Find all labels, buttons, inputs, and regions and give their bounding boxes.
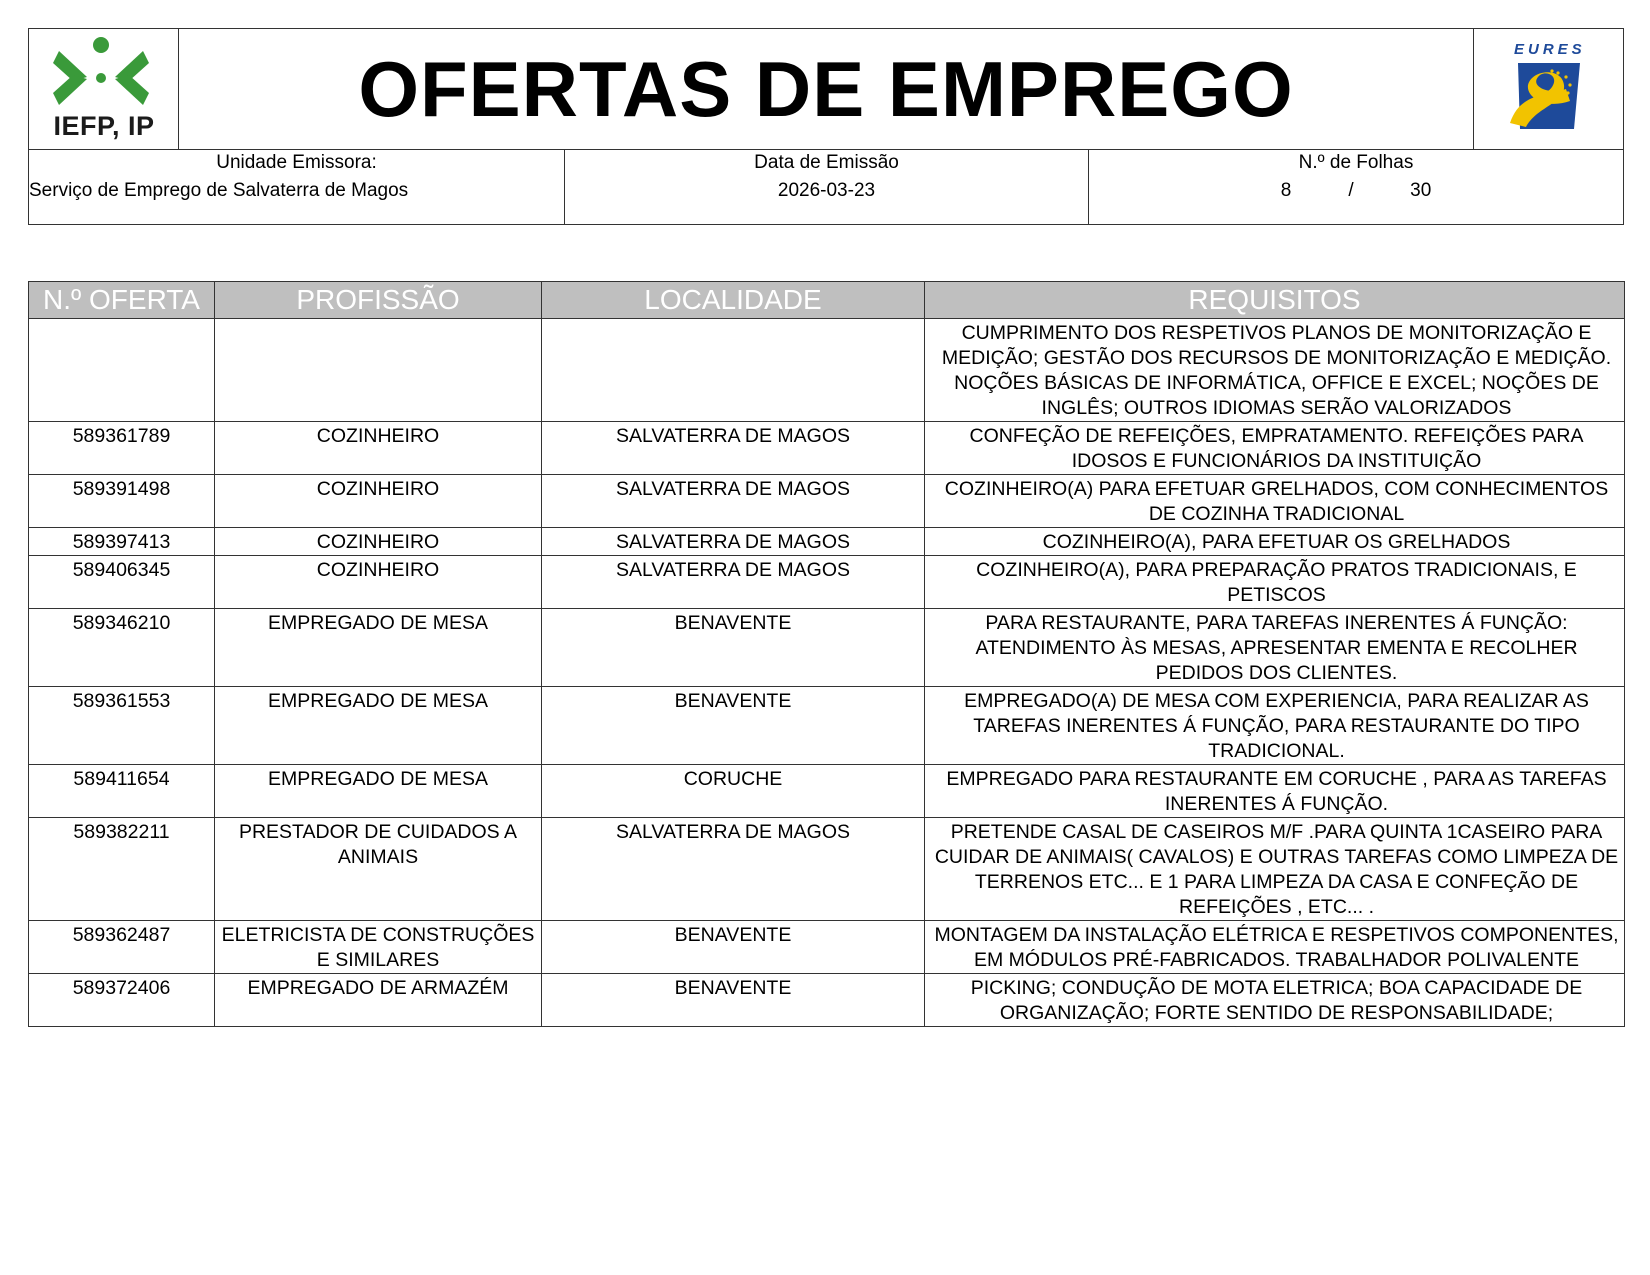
table-row — [29, 921, 1625, 974]
table-row — [29, 475, 1625, 528]
table-row — [29, 818, 1625, 921]
document-header — [28, 28, 1624, 150]
cell-localidade — [542, 319, 925, 422]
cell-localidade: SALVATERRA DE MAGOS — [542, 818, 925, 921]
cell-requisitos: COZINHEIRO(A), PARA PREPARAÇÃO PRATOS TRADICIONAIS, E PETISCOS — [925, 556, 1625, 609]
sheet-total: 30 — [1410, 180, 1432, 201]
sheet-count — [1089, 150, 1623, 224]
cell-localidade: SALVATERRA DE MAGOS — [542, 422, 925, 475]
cell-profissao: COZINHEIRO — [215, 556, 542, 609]
issue-date-label: Data de Emissão — [754, 152, 899, 173]
cell-requisitos: CUMPRIMENTO DOS RESPETIVOS PLANOS DE MONITORIZAÇÃO E MEDIÇÃO; GESTÃO DOS RECURSOS DE MONITORIZAÇÃO E MEDIÇÃO. NOÇÕES BÁSICAS DE INFORMÁTICA, OFFICE E EXCEL; NOÇÕES DE INGLÊS; OUTROS IDIOMAS SERÃO VALORIZADOS — [925, 319, 1625, 422]
iefp-logo — [29, 29, 179, 149]
column-header-localidade: LOCALIDADE — [542, 282, 925, 319]
cell-oferta — [29, 319, 215, 422]
page-title: OFERTAS DE EMPREGO — [358, 44, 1294, 133]
job-offers-table — [28, 281, 1625, 1027]
cell-oferta: 589397413 — [29, 528, 215, 556]
table-row — [29, 528, 1625, 556]
table-row — [29, 974, 1625, 1027]
cell-requisitos: PRETENDE CASAL DE CASEIROS M/F .PARA QUINTA 1CASEIRO PARA CUIDAR DE ANIMAIS( CAVALOS) E OUTRAS TAREFAS COMO LIMPEZA DE TERRENOS ETC... E 1 PARA LIMPEZA DA CASA E CONFEÇÃO DE REFEIÇÕES , ETC... . — [925, 818, 1625, 921]
document-info — [28, 150, 1624, 225]
cell-oferta: 589361553 — [29, 687, 215, 765]
cell-localidade: SALVATERRA DE MAGOS — [542, 556, 925, 609]
issuing-unit-value: Serviço de Emprego de Salvaterra de Magos — [29, 180, 409, 201]
cell-localidade: SALVATERRA DE MAGOS — [542, 528, 925, 556]
issue-date — [565, 150, 1089, 224]
table-row — [29, 687, 1625, 765]
cell-oferta: 589372406 — [29, 974, 215, 1027]
cell-profissao: PRESTADOR DE CUIDADOS A ANIMAIS — [215, 818, 542, 921]
iefp-logo-text: IEFP, IP — [53, 111, 155, 141]
cell-profissao: EMPREGADO DE ARMAZÉM — [215, 974, 542, 1027]
cell-oferta: 589411654 — [29, 765, 215, 818]
cell-requisitos: EMPREGADO PARA RESTAURANTE EM CORUCHE , PARA AS TAREFAS INERENTES Á FUNÇÃO. — [925, 765, 1625, 818]
cell-localidade: BENAVENTE — [542, 609, 925, 687]
column-header-oferta: N.º OFERTA — [29, 282, 215, 319]
cell-profissao: ELETRICISTA DE CONSTRUÇÕES E SIMILARES — [215, 921, 542, 974]
sheet-current: 8 — [1280, 180, 1292, 201]
table-row — [29, 556, 1625, 609]
iefp-logo-icon — [29, 29, 179, 115]
sheet-count-label: N.º de Folhas — [1298, 152, 1414, 173]
column-header-requisitos: REQUISITOS — [925, 282, 1625, 319]
cell-oferta: 589362487 — [29, 921, 215, 974]
cell-profissao: EMPREGADO DE MESA — [215, 765, 542, 818]
cell-localidade: CORUCHE — [542, 765, 925, 818]
column-header-profissao: PROFISSÃO — [215, 282, 542, 319]
cell-localidade: SALVATERRA DE MAGOS — [542, 475, 925, 528]
cell-profissao — [215, 319, 542, 422]
cell-oferta: 589382211 — [29, 818, 215, 921]
cell-oferta: 589346210 — [29, 609, 215, 687]
issuing-unit — [29, 150, 565, 224]
cell-profissao: EMPREGADO DE MESA — [215, 687, 542, 765]
table-row — [29, 422, 1625, 475]
cell-oferta: 589406345 — [29, 556, 215, 609]
table-row — [29, 609, 1625, 687]
table-row — [29, 319, 1625, 422]
cell-requisitos: COZINHEIRO(A), PARA EFETUAR OS GRELHADOS — [925, 528, 1625, 556]
eures-logo-icon — [1474, 29, 1624, 149]
cell-requisitos: MONTAGEM DA INSTALAÇÃO ELÉTRICA E RESPETIVOS COMPONENTES, EM MÓDULOS PRÉ-FABRICADOS. TRABALHADOR POLIVALENTE — [925, 921, 1625, 974]
table-body — [29, 319, 1625, 1027]
cell-requisitos: PICKING; CONDUÇÃO DE MOTA ELETRICA; BOA CAPACIDADE DE ORGANIZAÇÃO; FORTE SENTIDO DE RESPONSABILIDADE; — [925, 974, 1625, 1027]
cell-profissao: COZINHEIRO — [215, 475, 542, 528]
cell-localidade: BENAVENTE — [542, 687, 925, 765]
cell-oferta: 589361789 — [29, 422, 215, 475]
issue-date-value: 2026-03-23 — [777, 180, 876, 201]
table-row — [29, 765, 1625, 818]
cell-profissao: EMPREGADO DE MESA — [215, 609, 542, 687]
eures-logo — [1473, 29, 1623, 149]
sheet-separator: / — [1348, 180, 1354, 201]
cell-profissao: COZINHEIRO — [215, 528, 542, 556]
table-header-row — [29, 282, 1625, 319]
cell-requisitos: COZINHEIRO(A) PARA EFETUAR GRELHADOS, COM CONHECIMENTOS DE COZINHA TRADICIONAL — [925, 475, 1625, 528]
issuing-unit-label: Unidade Emissora: — [216, 152, 377, 173]
cell-requisitos: EMPREGADO(A) DE MESA COM EXPERIENCIA, PARA REALIZAR AS TAREFAS INERENTES Á FUNÇÃO, PARA RESTAURANTE DO TIPO TRADICIONAL. — [925, 687, 1625, 765]
cell-profissao: COZINHEIRO — [215, 422, 542, 475]
eures-logo-text: EURES — [1514, 41, 1586, 58]
sheet-count-value — [1089, 180, 1623, 202]
cell-requisitos: PARA RESTAURANTE, PARA TAREFAS INERENTES Á FUNÇÃO: ATENDIMENTO ÀS MESAS, APRESENTAR EMENTA E RECOLHER PEDIDOS DOS CLIENTES. — [925, 609, 1625, 687]
cell-localidade: BENAVENTE — [542, 974, 925, 1027]
cell-localidade: BENAVENTE — [542, 921, 925, 974]
cell-oferta: 589391498 — [29, 475, 215, 528]
cell-requisitos: CONFEÇÃO DE REFEIÇÕES, EMPRATAMENTO. REFEIÇÕES PARA IDOSOS E FUNCIONÁRIOS DA INSTITUIÇÃO — [925, 422, 1625, 475]
